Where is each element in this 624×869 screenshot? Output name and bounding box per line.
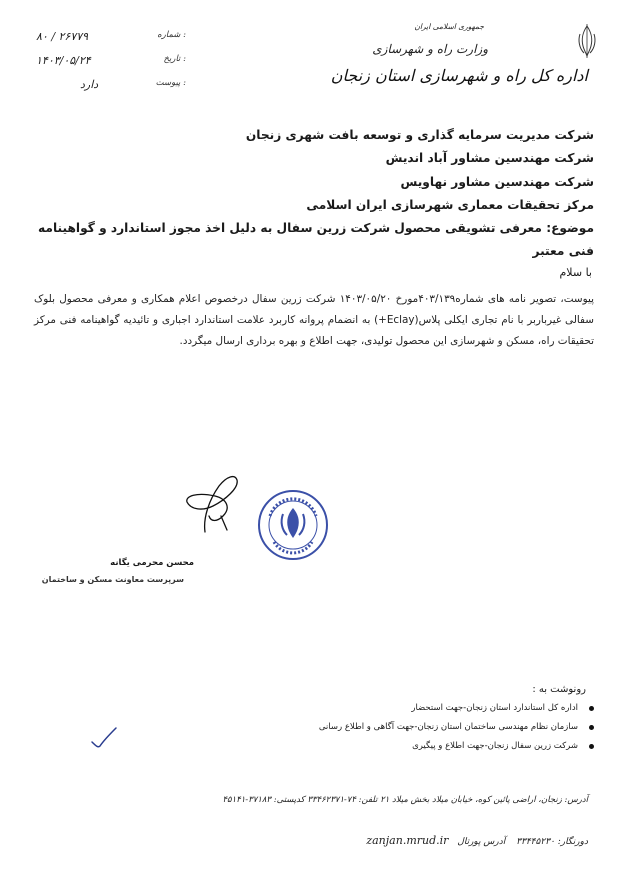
- bullet-icon: [589, 725, 594, 730]
- letter-number-label: شماره :: [157, 30, 186, 40]
- recipient-1: شرکت مدیریت سرمایه گذاری و توسعه بافت شهری زنجان: [245, 128, 594, 142]
- org-department: اداره کل راه و شهرسازی استان زنجان: [330, 66, 588, 85]
- footer-address: آدرس: زنجان، اراضی پائین کوه، خیابان میلاد بخش میلاد ۲۱ تلفن: ۷۴-۳۳۴۶۲۳۷۱ کدپستی: ۳۷۱۸۳-۴۵۱۴۱: [222, 795, 588, 805]
- checkmark-icon: [88, 726, 118, 750]
- recipient-2: شرکت مهندسین مشاور آباد اندیش: [385, 151, 594, 166]
- official-stamp: [256, 488, 330, 562]
- letter-attachment-value: دارد: [80, 78, 99, 91]
- iran-emblem-icon: [574, 22, 600, 60]
- cc-list: [134, 700, 594, 757]
- org-country: جمهوری اسلامی ایران: [414, 22, 484, 31]
- cc-item: [134, 700, 594, 719]
- letter-date-label: تاریخ :: [163, 54, 186, 64]
- signer-title: سرپرست معاونت مسکن و ساختمان: [41, 575, 184, 584]
- letter-date: [36, 54, 186, 70]
- bullet-icon: [589, 744, 594, 749]
- letter-attachment: [36, 78, 186, 94]
- cc-heading: رونوشت به :: [532, 684, 586, 695]
- letter-number-value: ۸۰ / ۲۶۷۷۹: [36, 30, 89, 43]
- letter-number: [36, 30, 186, 46]
- cc-item-text: اداره کل استاندارد استان زنجان-جهت استحضار: [411, 703, 578, 713]
- greeting: با سلام: [559, 266, 592, 279]
- letter-body: پیوست، تصویر نامه های شماره۴۰۳/۱۳۹مورخ ۱۴۰۳/۰۵/۲۰ شرکت زرین سفال درخصوص اعلام همکاری و معرفی محصول بلوک سفالی غیرباربر با نام تجاری ایکلی پلاس(Eclay+) به انضمام پروانه کاربرد علامت استاندارد اجباری و تائیدیه گواهینامه فنی مرکز تحقیقات راه، مسکن و شهرسازی این محصول تولیدی، جهت اطلاع و بهره برداری ارسال میگردد.: [34, 293, 595, 347]
- org-ministry: وزارت راه و شهرسازی: [372, 42, 488, 56]
- cc-item-text: سازمان نظام مهندسی ساختمان استان زنجان-جهت آگاهی و اطلاع رسانی: [318, 722, 578, 732]
- footer-contact: [366, 834, 588, 847]
- handwritten-signature: [175, 470, 265, 540]
- bullet-icon: [589, 706, 594, 711]
- footer-fax: دورنگار: ۳۳۴۴۵۲۳۰: [516, 837, 588, 847]
- letter-attachment-label: پیوست :: [155, 78, 186, 88]
- footer-website-link[interactable]: zanjan.mrud.ir: [366, 834, 449, 847]
- footer-portal-label: آدرس پورتال: [457, 837, 506, 847]
- signer-name: محسن محرمی یگانه: [110, 558, 194, 568]
- cc-item: [134, 719, 594, 738]
- recipient-list: [34, 124, 594, 264]
- letter-date-value: ۱۴۰۳/۰۵/۲۴: [36, 54, 91, 67]
- recipient-4: مرکز تحقیقات معماری شهرسازی ایران اسلامی: [306, 197, 594, 212]
- letter-subject: موضوع: معرفی تشویقی محصول شرکت زرین سفال به دلیل اخذ مجوز استاندارد و گواهینامه فنی معتبر: [38, 221, 594, 259]
- cc-item: [134, 738, 594, 757]
- recipient-3: شرکت مهندسین مشاور نهاویس: [400, 174, 594, 189]
- cc-item-text: شرکت زرین سفال زنجان-جهت اطلاع و پیگیری: [412, 741, 578, 751]
